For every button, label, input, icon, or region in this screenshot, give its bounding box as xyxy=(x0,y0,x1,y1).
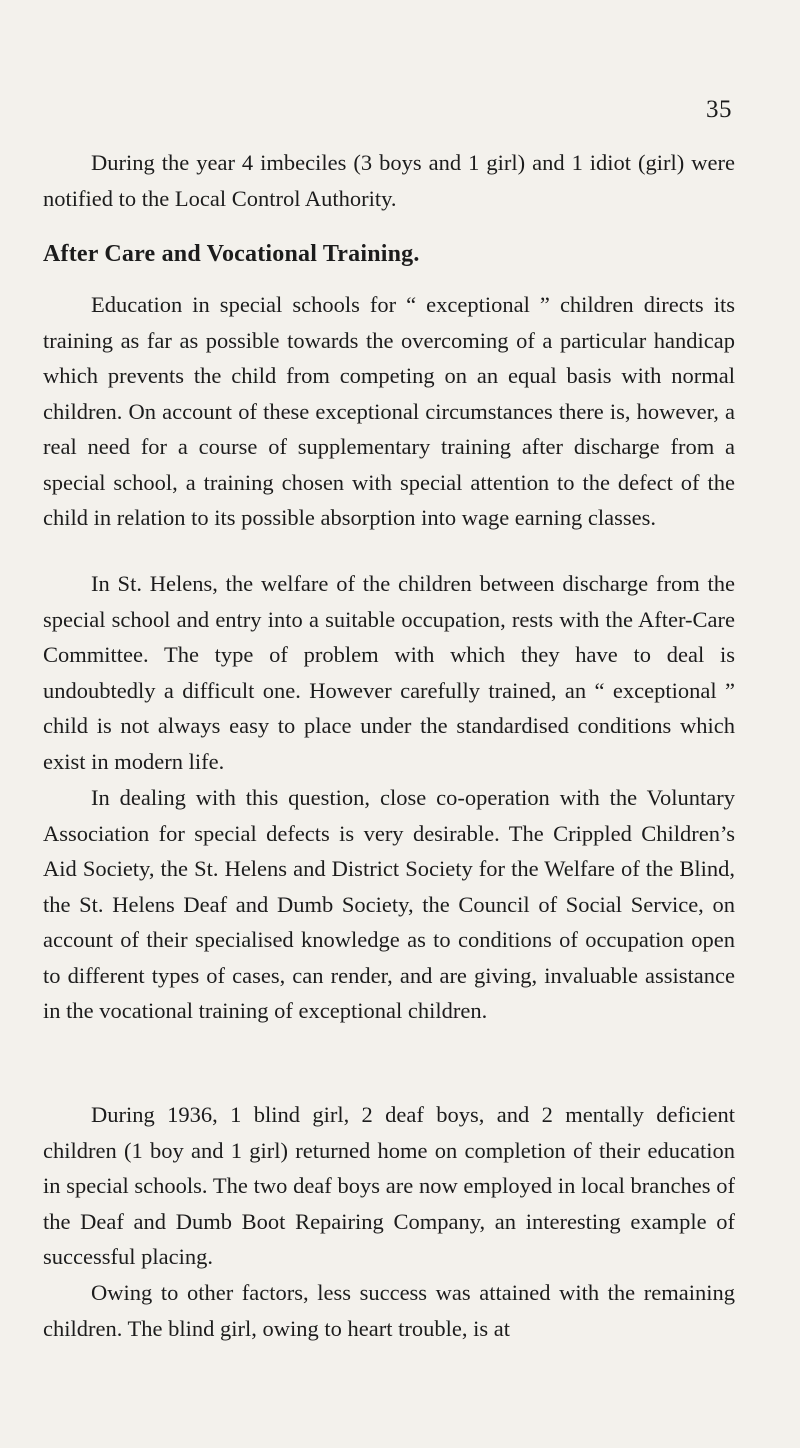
paragraph-1936-returns: During 1936, 1 blind girl, 2 deaf boys, and 2 mentally deficient children (1 boy and 1 girl) returned home on completion of their education in special schools. The two deaf boys are now employed in local branches of the Deaf and Dumb Boot Repairing Company, an interesting example of successful placing. xyxy=(43,1102,735,1269)
paragraph-remaining-children: Owing to other factors, less success was attained with the remaining children. The blind girl, owing to heart trouble, is at xyxy=(43,1280,735,1341)
paragraph-notifications: During the year 4 imbeciles (3 boys and 1 girl) and 1 idiot (girl) were notified to the Local Control Authority. xyxy=(43,150,735,211)
paragraph-voluntary-associations: In dealing with this question, close co-operation with the Voluntary Association for special defects is very desirable. The Crippled Children’s Aid Society, the St. Helens and District Society for the Welfare of the Blind, the St. Helens Deaf and Dumb Society, the Council of Social Service, on account of their specialised knowledge as to conditions of occupation open to different types of cases, can render, and are giving, invaluable assistance in the vocational training of exceptional children. xyxy=(43,785,735,1023)
paragraph-after-care-committee: In St. Helens, the welfare of the children between discharge from the special school and entry into a suitable occupation, rests with the After-Care Committee. The type of problem with which they have to deal is undoubtedly a difficult one. However carefully trained, an “ exceptional ” child is not always easy to place under the standardised conditions which exist in modern life. xyxy=(43,571,735,774)
paragraph-special-schools: Education in special schools for “ exceptional ” children directs its training as far as possible towards the overcoming of a particular handicap which prevents the child from competing on an equal basis with normal children. On account of these exceptional circumstances there is, however, a real need for a course of supplementary training after discharge from a special school, a training chosen with special attention to the defect of the child in relation to its possible absorption into wage earning classes. xyxy=(43,292,735,530)
section-heading: After Care and Vocational Training. xyxy=(43,241,420,267)
page-number: 35 xyxy=(706,96,732,123)
